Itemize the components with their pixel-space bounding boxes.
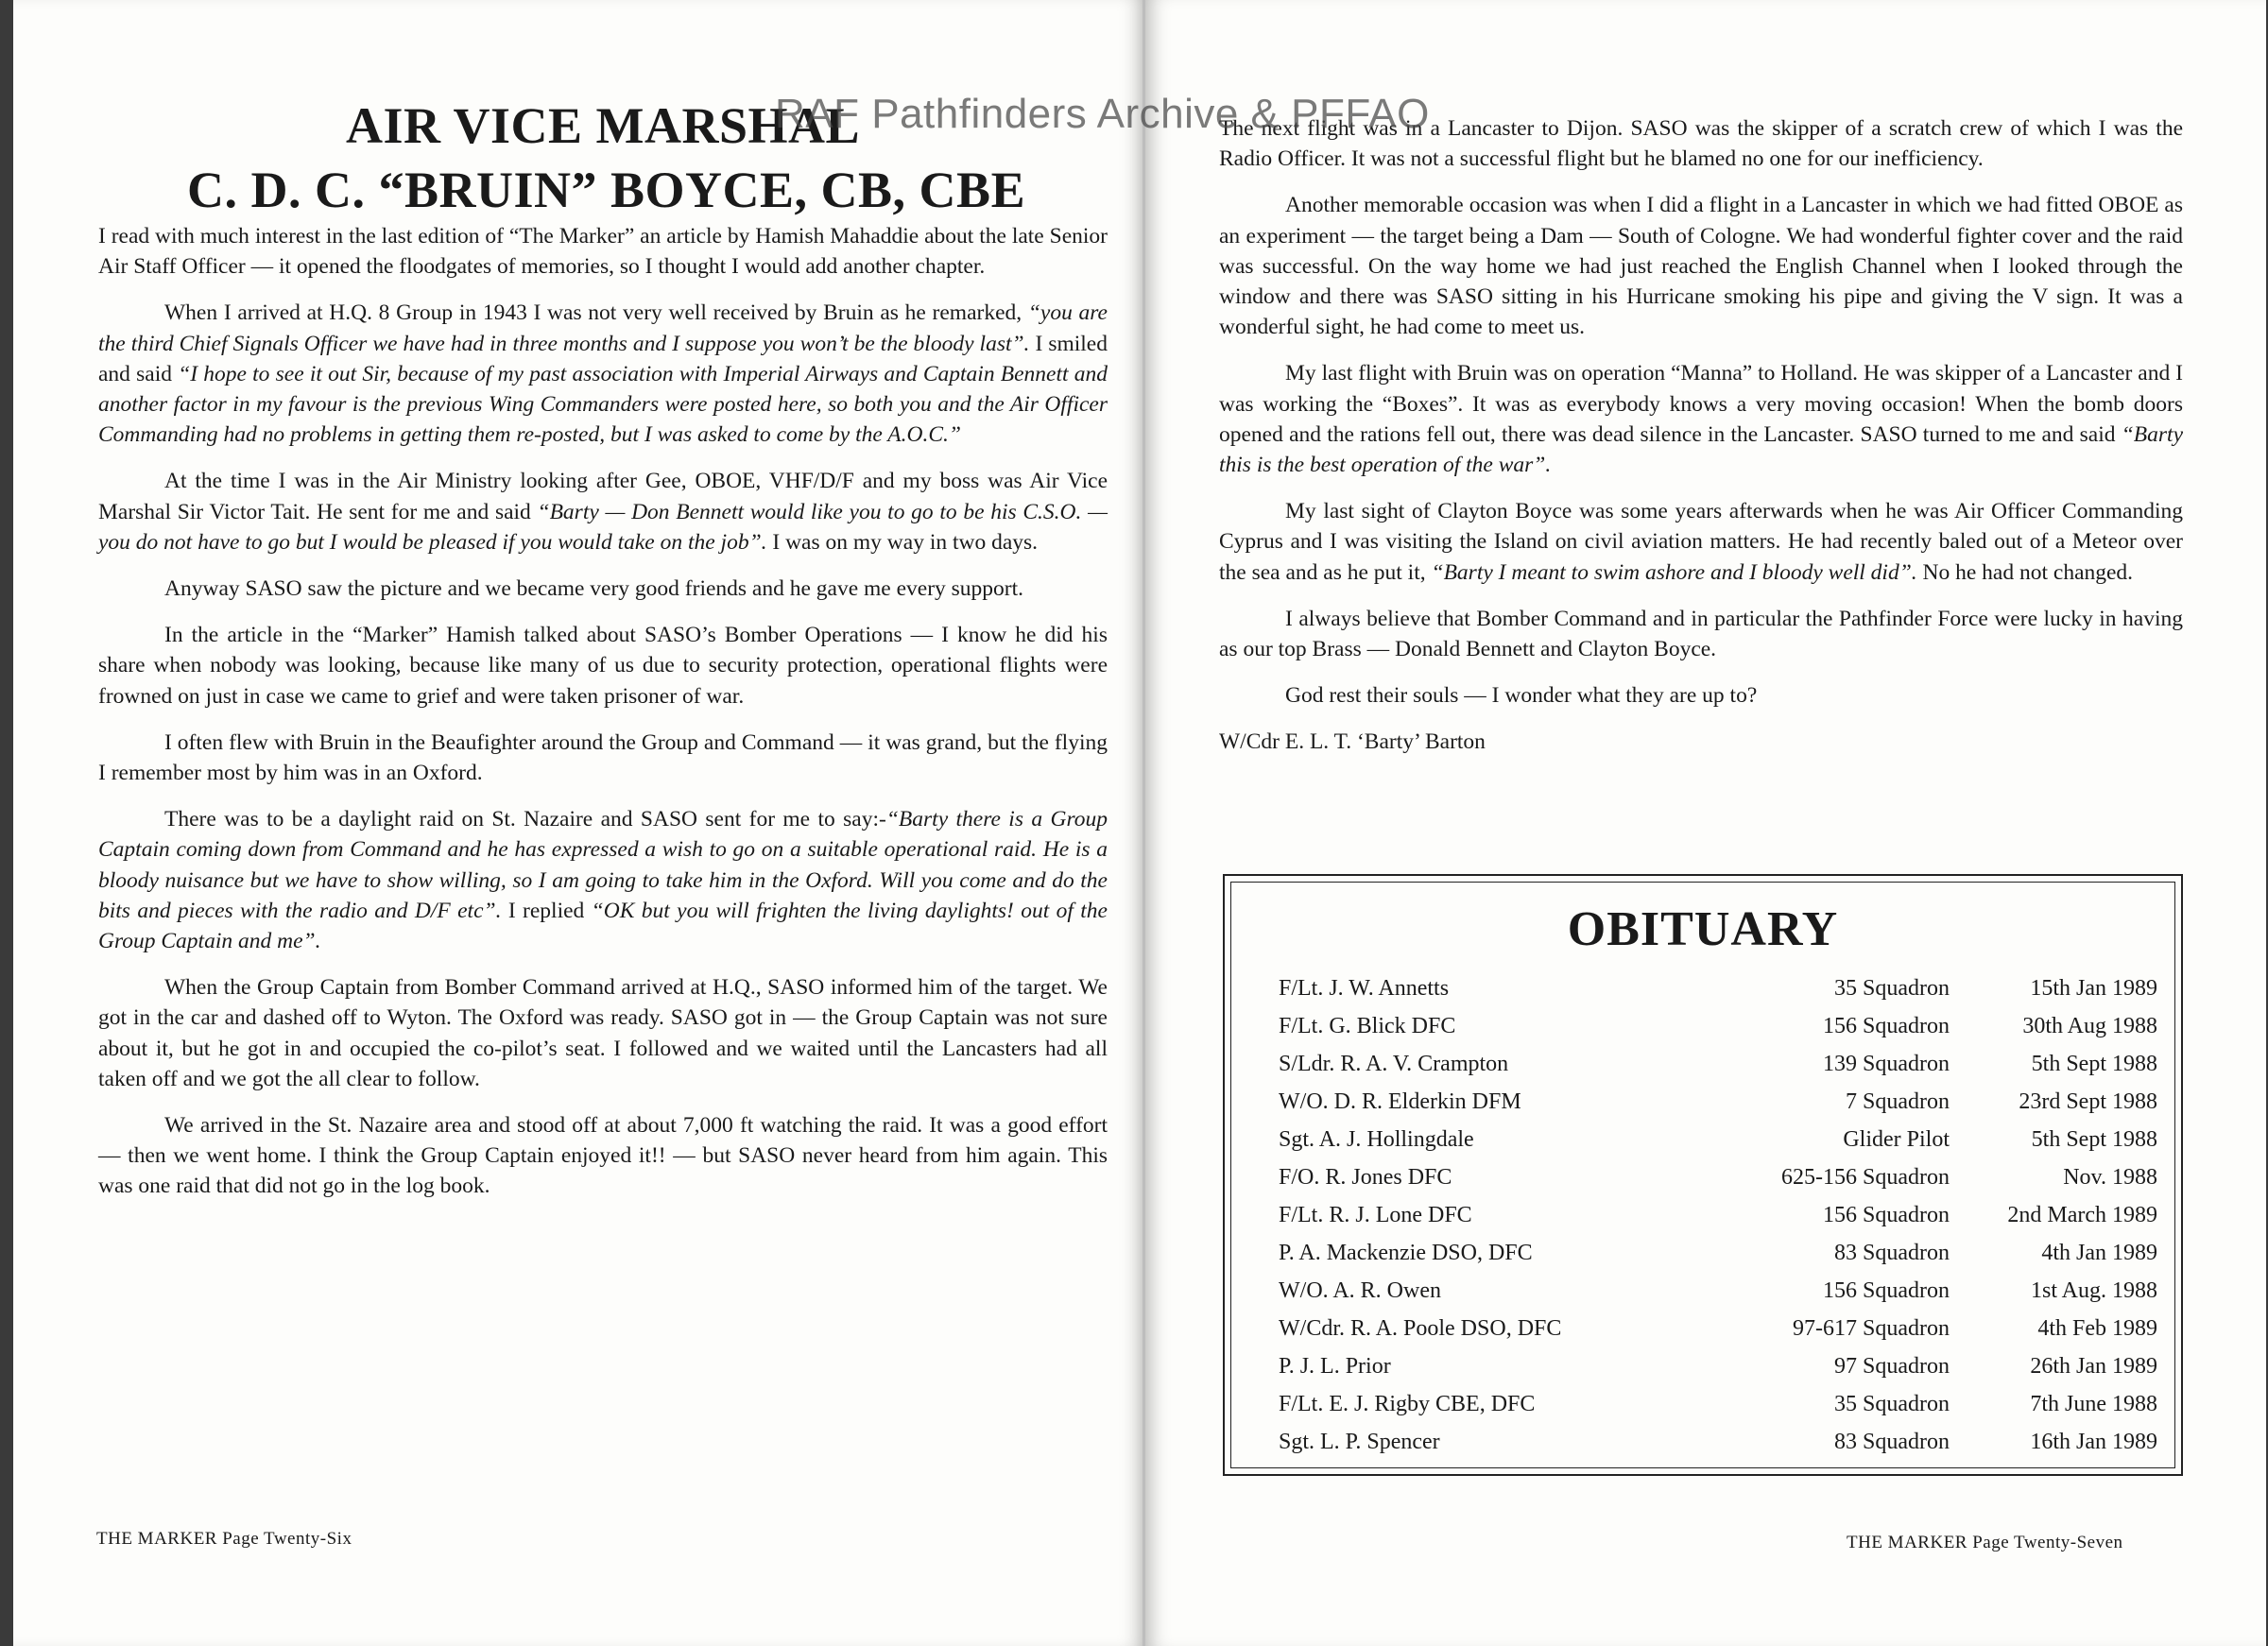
obituary-name: F/Lt. E. J. Rigby CBE, DFC <box>1279 1391 1536 1416</box>
obituary-box <box>1223 874 2183 1476</box>
obituary-date: 23rd Sept 1988 <box>2019 1089 2157 1114</box>
obituary-date: 30th Aug 1988 <box>2022 1013 2157 1038</box>
paragraph: Anyway SASO saw the picture and we became very good friends and he gave me every support. <box>164 576 1024 602</box>
article-title-line-2: C. D. C. “BRUIN” BOYCE, CB, CBE <box>187 162 1026 218</box>
paragraph: My last sight of Clayton Boyce was some years afterwards when he was Air Officer Commanding Cyprus and I was visiting the Island on civil aviation matters. He had recently baled out of a Meteor over the sea and as he put it, “Barty I meant to swim ashore and I bloody well did”. No he had not changed. <box>1219 499 2183 585</box>
obituary-row <box>1279 1310 2157 1347</box>
obituary-row <box>1279 1423 2157 1461</box>
obituary-row <box>1279 1007 2157 1045</box>
obituary-squadron: Glider Pilot <box>1843 1126 1950 1152</box>
obituary-squadron: 7 Squadron <box>1846 1089 1950 1114</box>
obituary-row <box>1279 1045 2157 1083</box>
obituary-date: 4th Feb 1989 <box>2037 1315 2157 1341</box>
obituary-inner-frame <box>1230 882 2175 1468</box>
obituary-row <box>1279 1083 2157 1121</box>
paragraph: We arrived in the St. Nazaire area and stood off at about 7,000 ft watching the raid. It was a good effort — then we went home. I think the Group Captain enjoyed it!! — but SASO never heard from him again. This was one raid that did not go in the log book. <box>98 1113 1108 1199</box>
paragraph: I often flew with Bruin in the Beaufighter around the Group and Command — it was grand, but the flying I remember most by him was in an Oxford. <box>98 729 1108 786</box>
obituary-squadron: 156 Squadron <box>1823 1202 1950 1227</box>
obituary-name: W/Cdr. R. A. Poole DSO, DFC <box>1279 1315 1562 1341</box>
obituary-date: 7th June 1988 <box>2030 1391 2157 1416</box>
obituary-name: F/Lt. G. Blick DFC <box>1279 1013 1456 1038</box>
obituary-squadron: 83 Squadron <box>1834 1429 1950 1454</box>
archive-watermark: RAF Pathfinders Archive & PFFAO <box>775 91 1430 137</box>
paragraph: God rest their souls — I wonder what they are up to? <box>1285 683 1758 709</box>
page-footer: THE MARKER Page Twenty-Seven <box>1847 1533 2123 1552</box>
obituary-row <box>1279 1121 2157 1158</box>
obituary-name: P. J. L. Prior <box>1279 1353 1391 1379</box>
obituary-squadron: 625-156 Squadron <box>1781 1164 1950 1190</box>
article-title-line-1: AIR VICE MARSHAL <box>346 97 861 154</box>
obituary-name: F/Lt. R. J. Lone DFC <box>1279 1202 1472 1227</box>
paragraph: My last flight with Bruin was on operation “Manna” to Holland. He was skipper of a Lancaster and I was working the “Boxes”. It was as everybody knows a very moving occasion! When the bomb doors opened and the rations fell out, there was dead silence in the Lancaster. SASO turned to me and said “Barty this is the best operation of the war”. <box>1219 361 2183 478</box>
obituary-squadron: 97-617 Squadron <box>1793 1315 1950 1341</box>
obituary-date: 16th Jan 1989 <box>2030 1429 2157 1454</box>
obituary-squadron: 156 Squadron <box>1823 1013 1950 1038</box>
obituary-row <box>1279 969 2157 1007</box>
page-footer: THE MARKER Page Twenty-Six <box>96 1529 352 1549</box>
obituary-title: OBITUARY <box>1567 902 1839 956</box>
right-page <box>1145 0 2266 1646</box>
obituary-row <box>1279 1234 2157 1272</box>
obituary-table <box>1279 969 2157 1461</box>
obituary-date: 4th Jan 1989 <box>2041 1240 2157 1265</box>
obituary-row <box>1279 1272 2157 1310</box>
obituary-name: Sgt. A. J. Hollingdale <box>1279 1126 1474 1152</box>
obituary-row <box>1279 1196 2157 1234</box>
left-page <box>13 0 1145 1646</box>
right-article-body <box>1219 113 2183 774</box>
obituary-name: F/Lt. J. W. Annetts <box>1279 975 1450 1001</box>
obituary-date: 5th Sept 1988 <box>2031 1051 2157 1076</box>
obituary-name: P. A. Mackenzie DSO, DFC <box>1279 1240 1533 1265</box>
paragraph: Another memorable occasion was when I did a flight in a Lancaster in which we had fitted OBOE as an experiment — the target being a Dam — South of Cologne. We had wonderful fighter cover and the raid was successful. On the way home we had just reached the English Channel when I looked through the window and there was SASO sitting in his Hurricane smoking his pipe and giving the V sign. It was a wonderful sight, he had come to meet us. <box>1219 193 2183 340</box>
paragraph: The next flight was in a Lancaster to Dijon. SASO was the skipper of a scratch crew of which I was the Radio Officer. It was not a successful flight but he blamed no one for our inefficiency. <box>1219 116 2183 172</box>
obituary-squadron: 83 Squadron <box>1834 1240 1950 1265</box>
paragraph: I always believe that Bomber Command and in particular the Pathfinder Force were lucky in having as our top Brass — Donald Bennett and Clayton Boyce. <box>1219 606 2183 662</box>
paragraph: When the Group Captain from Bomber Command arrived at H.Q., SASO informed him of the target. We got in the car and dashed off to Wyton. The Oxford was ready. SASO got in — the Group Captain was not sure about it, but he got in and occupied the co-pilot’s seat. I followed and we waited until the Lancasters had all taken off and we got the all clear to follow. <box>98 975 1108 1091</box>
obituary-name: W/O. D. R. Elderkin DFM <box>1279 1089 1521 1114</box>
paragraph: When I arrived at H.Q. 8 Group in 1943 I was not very well received by Bruin as he remarked, “you are the third Chief Signals Officer we have had in three months and I suppose you won’t be the bloody last”. I smiled and said “I hope to see it out Sir, because of my past association with Imperial Airways and Captain Bennett and another factor in my favour is the previous Wing Commanders were posted here, so both you and the Air Officer Commanding had no problems in getting them re-posted, but I was asked to come by the A.O.C.” <box>98 300 1108 448</box>
obituary-date: 26th Jan 1989 <box>2030 1353 2157 1379</box>
obituary-date: 15th Jan 1989 <box>2030 975 2157 1001</box>
obituary-name: Sgt. L. P. Spencer <box>1279 1429 1440 1454</box>
obituary-date: 1st Aug. 1988 <box>2030 1277 2157 1303</box>
author-signature: W/Cdr E. L. T. ‘Barty’ Barton <box>1219 729 1486 755</box>
obituary-name: F/O. R. Jones DFC <box>1279 1164 1452 1190</box>
obituary-squadron: 156 Squadron <box>1823 1277 1950 1303</box>
obituary-squadron: 97 Squadron <box>1834 1353 1950 1379</box>
obituary-name: W/O. A. R. Owen <box>1279 1277 1441 1303</box>
obituary-date: Nov. 1988 <box>2063 1164 2157 1190</box>
obituary-squadron: 35 Squadron <box>1834 1391 1950 1416</box>
obituary-date: 2nd March 1989 <box>2007 1202 2157 1227</box>
paragraph: I read with much interest in the last edition of “The Marker” an article by Hamish Mahaddie about the late Senior Air Staff Officer — it opened the floodgates of memories, so I thought I would add another chapter. <box>98 224 1108 280</box>
left-article-body <box>98 221 1108 1218</box>
paragraph: There was to be a daylight raid on St. Nazaire and SASO sent for me to say:-“Barty there is a Group Captain coming down from Command and he has expressed a wish to go on a suitable operational raid. He is a bloody nuisance but we have to show willing, so I am going to take him in the Oxford. Will you come and do the bits and pieces with the radio and D/F etc”. I replied “OK but you will frighten the living daylights! out of the Group Captain and me”. <box>98 807 1108 954</box>
obituary-row <box>1279 1385 2157 1423</box>
obituary-row <box>1279 1347 2157 1385</box>
paragraph: In the article in the “Marker” Hamish talked about SASO’s Bomber Operations — I know he did his share when nobody was looking, because like many of us due to security protection, operational flights were frowned on just in case we came to grief and were taken prisoner of war. <box>98 623 1108 709</box>
obituary-date: 5th Sept 1988 <box>2031 1126 2157 1152</box>
obituary-squadron: 139 Squadron <box>1823 1051 1950 1076</box>
obituary-name: S/Ldr. R. A. V. Crampton <box>1279 1051 1509 1076</box>
obituary-squadron: 35 Squadron <box>1834 975 1950 1001</box>
paragraph: At the time I was in the Air Ministry looking after Gee, OBOE, VHF/D/F and my boss was Air Vice Marshal Sir Victor Tait. He sent for me and said “Barty — Don Bennett would like you to go to be his C.S.O. — you do not have to go but I would be pleased if you would take on the job”. I was on my way in two days. <box>98 469 1108 555</box>
obituary-row <box>1279 1158 2157 1196</box>
